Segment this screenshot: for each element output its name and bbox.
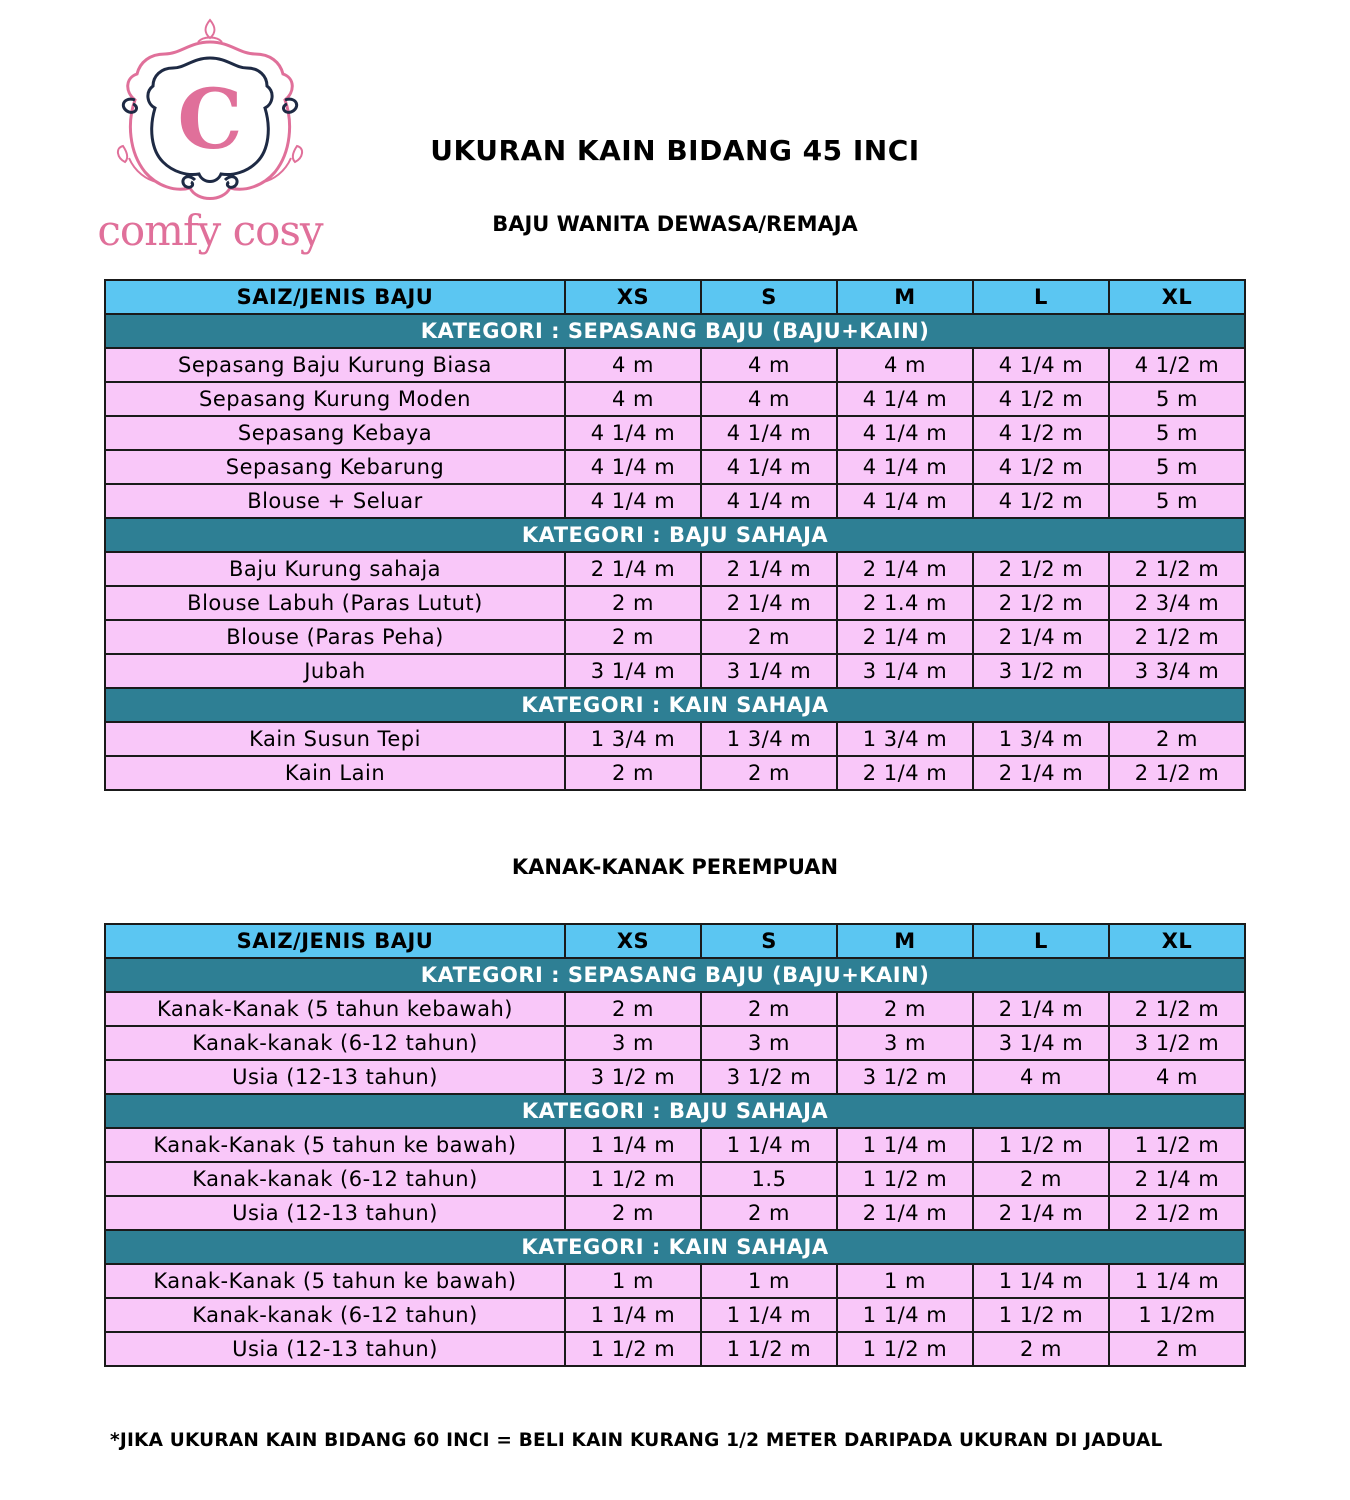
fabric-length-cell: 5 m <box>1109 382 1245 416</box>
fabric-length-cell: 4 1/4 m <box>973 348 1109 382</box>
fabric-length-cell: 1.5 <box>701 1162 837 1196</box>
fabric-length-cell: 2 m <box>1109 722 1245 756</box>
fabric-length-cell: 2 m <box>701 756 837 790</box>
fabric-length-cell: 4 1/4 m <box>701 416 837 450</box>
table-row <box>105 382 1245 416</box>
garment-type-cell: Usia (12-13 tahun) <box>105 1332 565 1366</box>
category-label: KATEGORI : SEPASANG BAJU (BAJU+KAIN) <box>105 958 1245 992</box>
fabric-length-cell: 4 m <box>973 1060 1109 1094</box>
table-row <box>105 1060 1245 1094</box>
table-row <box>105 1264 1245 1298</box>
fabric-length-cell: 2 1/2 m <box>1109 620 1245 654</box>
fabric-length-cell: 4 1/4 m <box>565 450 701 484</box>
garment-type-cell: Kanak-kanak (6-12 tahun) <box>105 1162 565 1196</box>
fabric-length-cell: 3 1/4 m <box>973 1026 1109 1060</box>
fabric-length-cell: 2 m <box>565 992 701 1026</box>
category-label: KATEGORI : BAJU SAHAJA <box>105 1094 1245 1128</box>
page-title: UKURAN KAIN BIDANG 45 INCI <box>430 134 920 167</box>
fabric-length-cell: 2 m <box>565 1196 701 1230</box>
fabric-length-cell: 4 1/4 m <box>565 416 701 450</box>
table-row <box>105 1026 1245 1060</box>
fabric-length-cell: 1 1/2 m <box>837 1162 973 1196</box>
fabric-length-cell: 4 m <box>565 382 701 416</box>
table-header-row <box>105 280 1245 314</box>
garment-type-cell: Kain Susun Tepi <box>105 722 565 756</box>
size-table-children <box>104 923 1246 1367</box>
fabric-length-cell: 1 1/2 m <box>973 1128 1109 1162</box>
table1-subtitle: BAJU WANITA DEWASA/REMAJA <box>492 212 858 236</box>
fabric-length-cell: 2 m <box>565 620 701 654</box>
fabric-length-cell: 1 1/2 m <box>1109 1128 1245 1162</box>
table-row <box>105 348 1245 382</box>
fabric-length-cell: 1 m <box>701 1264 837 1298</box>
brand-name: comfy cosy <box>97 206 323 255</box>
fabric-length-cell: 4 m <box>1109 1060 1245 1094</box>
garment-type-cell: Usia (12-13 tahun) <box>105 1196 565 1230</box>
fabric-length-cell: 1 1/4 m <box>565 1128 701 1162</box>
fabric-length-cell: 1 1/2 m <box>565 1162 701 1196</box>
table-row <box>105 450 1245 484</box>
fabric-length-cell: 1 m <box>837 1264 973 1298</box>
category-row <box>105 314 1245 348</box>
fabric-length-cell: 1 1/2m <box>1109 1298 1245 1332</box>
category-label: KATEGORI : SEPASANG BAJU (BAJU+KAIN) <box>105 314 1245 348</box>
fabric-length-cell: 2 m <box>701 1196 837 1230</box>
fabric-length-cell: 1 1/4 m <box>701 1128 837 1162</box>
table-row <box>105 722 1245 756</box>
fabric-length-cell: 2 m <box>973 1162 1109 1196</box>
fabric-length-cell: 2 m <box>565 586 701 620</box>
fabric-length-cell: 1 3/4 m <box>973 722 1109 756</box>
fabric-length-cell: 3 1/4 m <box>565 654 701 688</box>
table-header-row <box>105 924 1245 958</box>
fabric-length-cell: 3 1/4 m <box>701 654 837 688</box>
header-size-cell: XS <box>565 280 701 314</box>
garment-type-cell: Baju Kurung sahaja <box>105 552 565 586</box>
fabric-length-cell: 1 3/4 m <box>701 722 837 756</box>
fabric-length-cell: 2 3/4 m <box>1109 586 1245 620</box>
fabric-length-cell: 4 1/4 m <box>565 484 701 518</box>
fabric-length-cell: 3 1/2 m <box>837 1060 973 1094</box>
fabric-length-cell: 3 m <box>565 1026 701 1060</box>
fabric-length-cell: 2 1/4 m <box>973 992 1109 1026</box>
fabric-length-cell: 2 1/4 m <box>973 1196 1109 1230</box>
garment-type-cell: Sepasang Baju Kurung Biasa <box>105 348 565 382</box>
fabric-length-cell: 3 3/4 m <box>1109 654 1245 688</box>
garment-type-cell: Kanak-Kanak (5 tahun ke bawah) <box>105 1264 565 1298</box>
fabric-length-cell: 2 1/4 m <box>973 620 1109 654</box>
category-row <box>105 1230 1245 1264</box>
fabric-length-cell: 3 1/2 m <box>1109 1026 1245 1060</box>
fabric-length-cell: 3 1/2 m <box>973 654 1109 688</box>
fabric-length-cell: 2 m <box>1109 1332 1245 1366</box>
garment-type-cell: Blouse Labuh (Paras Lutut) <box>105 586 565 620</box>
table2-subtitle: KANAK-KANAK PEREMPUAN <box>511 855 839 879</box>
table-row <box>105 620 1245 654</box>
fabric-length-cell: 3 1/4 m <box>837 654 973 688</box>
fabric-length-cell: 4 1/2 m <box>1109 348 1245 382</box>
fabric-length-cell: 5 m <box>1109 484 1245 518</box>
table-row <box>105 552 1245 586</box>
fabric-length-cell: 2 1/4 m <box>701 552 837 586</box>
footnote: *JIKA UKURAN KAIN BIDANG 60 INCI = BELI KAIN KURANG 1/2 METER DARIPADA UKURAN DI JADUAL <box>110 1430 1163 1451</box>
fabric-length-cell: 2 1/4 m <box>701 586 837 620</box>
fabric-length-cell: 2 1/4 m <box>837 552 973 586</box>
fabric-length-cell: 2 1/4 m <box>837 756 973 790</box>
fabric-length-cell: 2 1/4 m <box>973 756 1109 790</box>
logo-monogram: C <box>177 72 243 168</box>
fabric-length-cell: 2 1/2 m <box>973 552 1109 586</box>
fabric-length-cell: 4 m <box>701 382 837 416</box>
header-size-cell: L <box>973 924 1109 958</box>
logo-emblem-icon <box>95 12 325 212</box>
header-type-cell: SAIZ/JENIS BAJU <box>105 280 565 314</box>
fabric-length-cell: 5 m <box>1109 450 1245 484</box>
header-size-cell: M <box>837 924 973 958</box>
category-row <box>105 958 1245 992</box>
garment-type-cell: Kain Lain <box>105 756 565 790</box>
fabric-length-cell: 1 1/2 m <box>565 1332 701 1366</box>
fabric-length-cell: 1 3/4 m <box>837 722 973 756</box>
size-table-adult <box>104 279 1246 791</box>
table-row <box>105 1332 1245 1366</box>
garment-type-cell: Sepasang Kebaya <box>105 416 565 450</box>
category-row <box>105 518 1245 552</box>
garment-type-cell: Jubah <box>105 654 565 688</box>
table-row <box>105 1128 1245 1162</box>
header-size-cell: M <box>837 280 973 314</box>
fabric-length-cell: 3 m <box>701 1026 837 1060</box>
fabric-length-cell: 4 1/2 m <box>973 416 1109 450</box>
header-size-cell: XL <box>1109 280 1245 314</box>
category-label: KATEGORI : KAIN SAHAJA <box>105 1230 1245 1264</box>
fabric-length-cell: 3 1/2 m <box>701 1060 837 1094</box>
table-row <box>105 1196 1245 1230</box>
header-size-cell: L <box>973 280 1109 314</box>
fabric-length-cell: 2 1/4 m <box>1109 1162 1245 1196</box>
table-row <box>105 1162 1245 1196</box>
category-label: KATEGORI : BAJU SAHAJA <box>105 518 1245 552</box>
fabric-length-cell: 4 1/2 m <box>973 450 1109 484</box>
header-size-cell: S <box>701 924 837 958</box>
garment-type-cell: Blouse + Seluar <box>105 484 565 518</box>
table-row <box>105 484 1245 518</box>
fabric-length-cell: 3 1/2 m <box>565 1060 701 1094</box>
header-size-cell: XL <box>1109 924 1245 958</box>
table-row <box>105 1298 1245 1332</box>
garment-type-cell: Kanak-Kanak (5 tahun kebawah) <box>105 992 565 1026</box>
fabric-length-cell: 1 1/4 m <box>973 1264 1109 1298</box>
fabric-length-cell: 2 1/4 m <box>565 552 701 586</box>
fabric-length-cell: 4 m <box>837 348 973 382</box>
fabric-length-cell: 2 1.4 m <box>837 586 973 620</box>
fabric-length-cell: 4 1/2 m <box>973 484 1109 518</box>
garment-type-cell: Blouse (Paras Peha) <box>105 620 565 654</box>
fabric-length-cell: 4 1/4 m <box>701 484 837 518</box>
category-label: KATEGORI : KAIN SAHAJA <box>105 688 1245 722</box>
fabric-length-cell: 2 m <box>837 992 973 1026</box>
fabric-length-cell: 1 1/4 m <box>1109 1264 1245 1298</box>
table-row <box>105 654 1245 688</box>
fabric-length-cell: 1 3/4 m <box>565 722 701 756</box>
fabric-length-cell: 4 m <box>701 348 837 382</box>
fabric-length-cell: 1 1/4 m <box>837 1128 973 1162</box>
table-row <box>105 992 1245 1026</box>
category-row <box>105 1094 1245 1128</box>
garment-type-cell: Usia (12-13 tahun) <box>105 1060 565 1094</box>
table-row <box>105 416 1245 450</box>
header-size-cell: XS <box>565 924 701 958</box>
fabric-length-cell: 1 1/2 m <box>837 1332 973 1366</box>
fabric-length-cell: 1 1/4 m <box>565 1298 701 1332</box>
fabric-length-cell: 4 1/4 m <box>837 382 973 416</box>
fabric-length-cell: 2 m <box>565 756 701 790</box>
fabric-length-cell: 4 1/4 m <box>837 450 973 484</box>
garment-type-cell: Kanak-kanak (6-12 tahun) <box>105 1026 565 1060</box>
fabric-length-cell: 2 1/4 m <box>837 1196 973 1230</box>
fabric-length-cell: 2 m <box>701 992 837 1026</box>
fabric-length-cell: 2 1/2 m <box>1109 552 1245 586</box>
fabric-length-cell: 4 1/4 m <box>837 484 973 518</box>
fabric-length-cell: 4 m <box>565 348 701 382</box>
fabric-length-cell: 3 m <box>837 1026 973 1060</box>
fabric-length-cell: 1 1/4 m <box>837 1298 973 1332</box>
garment-type-cell: Kanak-Kanak (5 tahun ke bawah) <box>105 1128 565 1162</box>
garment-type-cell: Sepasang Kebarung <box>105 450 565 484</box>
fabric-length-cell: 2 1/2 m <box>973 586 1109 620</box>
fabric-length-cell: 2 1/2 m <box>1109 756 1245 790</box>
table-row <box>105 756 1245 790</box>
fabric-length-cell: 2 m <box>701 620 837 654</box>
category-row <box>105 688 1245 722</box>
fabric-length-cell: 4 1/2 m <box>973 382 1109 416</box>
fabric-length-cell: 1 m <box>565 1264 701 1298</box>
table-row <box>105 586 1245 620</box>
header-size-cell: S <box>701 280 837 314</box>
fabric-length-cell: 2 1/2 m <box>1109 992 1245 1026</box>
fabric-length-cell: 1 1/4 m <box>701 1298 837 1332</box>
fabric-length-cell: 4 1/4 m <box>701 450 837 484</box>
fabric-length-cell: 5 m <box>1109 416 1245 450</box>
header-type-cell: SAIZ/JENIS BAJU <box>105 924 565 958</box>
fabric-length-cell: 1 1/2 m <box>973 1298 1109 1332</box>
garment-type-cell: Kanak-kanak (6-12 tahun) <box>105 1298 565 1332</box>
fabric-length-cell: 1 1/2 m <box>701 1332 837 1366</box>
fabric-length-cell: 4 1/4 m <box>837 416 973 450</box>
garment-type-cell: Sepasang Kurung Moden <box>105 382 565 416</box>
fabric-length-cell: 2 m <box>973 1332 1109 1366</box>
fabric-length-cell: 2 1/4 m <box>837 620 973 654</box>
fabric-length-cell: 2 1/2 m <box>1109 1196 1245 1230</box>
